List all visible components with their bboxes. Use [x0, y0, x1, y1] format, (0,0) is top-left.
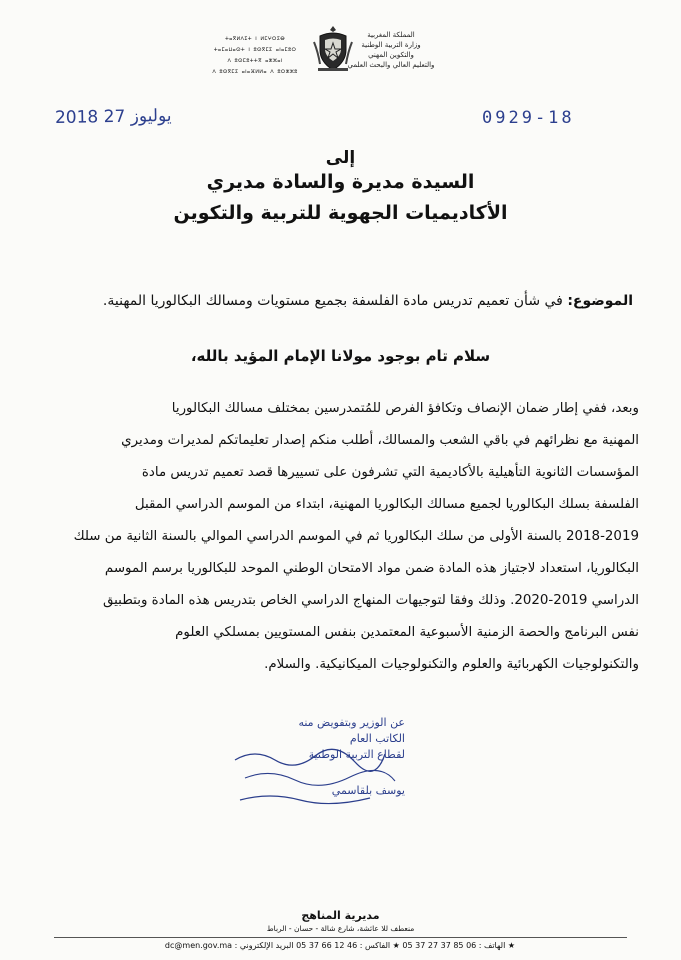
signature-line-1: عن الوزير وبتفويض منه — [298, 716, 405, 729]
body-line: الدراسي 2019-2020. وذلك وفقا لتوجيهات المنهاج الدراسي الخاص بتدريس هذه المادة وبتطبيق — [102, 593, 639, 608]
date-stamp: 2018 يوليوز 27 — [54, 105, 172, 129]
body-line: وبعد، ففي إطار ضمان الإنصاف وتكافؤ الفرص للمُتمدرسين بمختلف مسالك البكالوريا — [171, 401, 639, 416]
reference-number-stamp: 0929-18 — [482, 108, 575, 128]
header-left-line: ⵜⴰⵎⴰⵡⴰⵙⵜ ⵏ ⵓⵙⴳⵎⵉ ⴰⵏⴰⵎⵓⵔ — [213, 47, 297, 53]
body-line: المؤسسات الثانوية التأهيلية بالأكاديمية التي تشرفون على تسييرها قصد تعميم تدريس مادة — [141, 465, 639, 480]
body-line: نفس البرنامج والحصة الزمنية الأسبوعية المعتمدين بنفس المستويين بمسلكي العلوم — [175, 625, 639, 640]
signature-line-3: لقطاع التربية الوطنية — [308, 748, 405, 761]
addressee-line-2: الأكاديميات الجهوية للتربية والتكوين — [173, 202, 508, 224]
header-arabic-block — [341, 30, 441, 70]
greeting: سلام تام بوجود مولانا الإمام المؤيد بالله، — [190, 347, 491, 365]
header-right-line: والتكوين المهني — [368, 51, 414, 59]
header-left-line: ⴷ ⵓⵙⴳⵎⵉ ⴰⵏⴰⴼⵍⵍⴰ ⴷ ⵓⵔⵣⵣⵓ — [212, 69, 298, 75]
body-line: 2018-2019 بالسنة الأولى من سلك البكالوريا ثم في الموسم الدراسي الموالي بالسنة الثانية من سلك — [73, 529, 639, 544]
body-line: الفلسفة بسلك البكالوريا لجميع مسالك البكالوريا المهنية، ابتداء من الموسم الدراسي المقبل — [134, 497, 639, 512]
header-left-line: ⵜⴰⴳⵍⴷⵉⵜ ⵏ ⵍⵎⵖⵔⵉⴱ — [224, 36, 286, 42]
header-tifinagh-block — [200, 34, 310, 78]
footer-contact: ★ الهاتف : 06 85 37 27 37 05 ★ الفاكس : 46 12 66 37 05 البريد الإلكتروني : dc@men.gov.ma — [164, 941, 516, 950]
body-line: البكالوريا، استعداد لاجتياز هذه المادة ضمن مواد الامتحان الوطني الموحد للبكالوريا برسم الموسم — [104, 561, 639, 576]
body-line: والتكنولوجيات الكهربائية والعلوم والتكنولوجيات الميكانيكية. والسلام. — [264, 657, 639, 672]
signature-name: يوسف بلقاسمي — [331, 784, 405, 797]
body-line: المهنية مع نظرائهم في باقي الشعب والمسالك، أطلب منكم إصدار تعليماتكم لمديرات ومديري — [121, 433, 639, 448]
letter-body — [39, 393, 639, 681]
header-right-line: والتعليم العالي والبحث العلمي — [347, 61, 435, 69]
subject-text: في شأن تعميم تدريس مادة الفلسفة بجميع مستويات ومسالك البكالوريا المهنية. — [102, 293, 568, 309]
header-left-line: ⴷ ⵓⵙⵎⵓⵜⵜⴳ ⴰⵣⵣⴰⵏ — [227, 58, 283, 64]
addressee-line-1: السيدة مديرة والسادة مديري — [206, 171, 475, 193]
footer-address: منعطف للا عائشة، شارع شالة - حسان - الرباط — [266, 924, 415, 933]
handwritten-signature-icon — [225, 720, 405, 810]
subject-line — [48, 290, 633, 312]
footer-divider — [54, 937, 627, 938]
header-right-line: وزارة التربية الوطنية — [361, 41, 421, 49]
header-right-line: المملكة المغربية — [367, 31, 415, 39]
subject-label: الموضوع: — [567, 293, 633, 309]
signature-line-2: الكاتب العام — [349, 732, 405, 745]
footer-directorate: مديرية المناهج — [301, 909, 380, 922]
addressee-to: إلى — [325, 148, 356, 168]
